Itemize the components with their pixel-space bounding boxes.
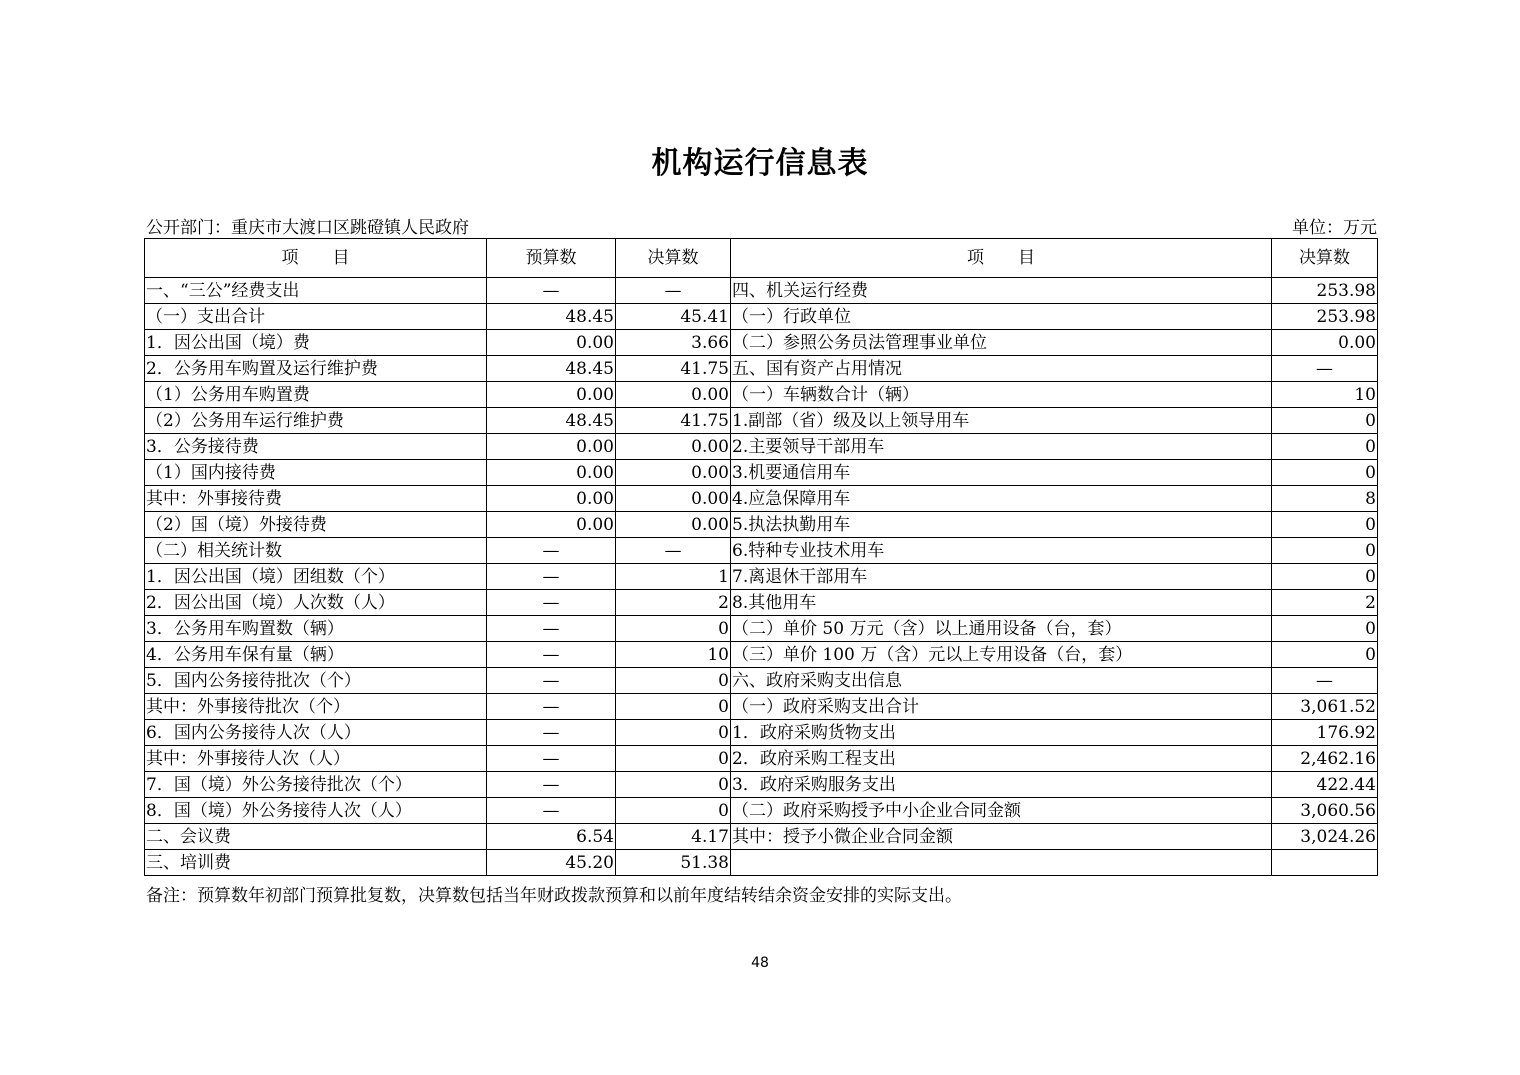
cell-final-left: — <box>616 538 731 564</box>
table-row <box>145 590 1378 616</box>
cell-final-right: 3,024.26 <box>1272 824 1378 850</box>
cell-item-right: （一）车辆数合计（辆） <box>731 382 1272 408</box>
table-row <box>145 642 1378 668</box>
cell-budget: — <box>487 590 616 616</box>
table-row <box>145 460 1378 486</box>
cell-final-right: 0 <box>1272 616 1378 642</box>
cell-final-right: 0 <box>1272 564 1378 590</box>
cell-item-right: 五、国有资产占用情况 <box>731 356 1272 382</box>
cell-item-right: （一）政府采购支出合计 <box>731 694 1272 720</box>
cell-final-left: 0.00 <box>616 434 731 460</box>
cell-final-right <box>1272 850 1378 876</box>
cell-item-right: 8.其他用车 <box>731 590 1272 616</box>
cell-final-left: 45.41 <box>616 304 731 330</box>
cell-final-right: 0 <box>1272 512 1378 538</box>
cell-final-right: 0 <box>1272 434 1378 460</box>
cell-item-right: 2.主要领导干部用车 <box>731 434 1272 460</box>
cell-item-left: 三、培训费 <box>145 850 487 876</box>
cell-final-left: — <box>616 278 731 304</box>
cell-item-left: 其中：外事接待费 <box>145 486 487 512</box>
footnote: 备注：预算数年初部门预算批复数，决算数包括当年财政拨款预算和以前年度结转结余资金安排的实际支出。 <box>146 886 962 906</box>
cell-budget: — <box>487 746 616 772</box>
cell-item-left: （2）国（境）外接待费 <box>145 512 487 538</box>
cell-item-left: 7．国（境）外公务接待批次（个） <box>145 772 487 798</box>
cell-item-left: 1．因公出国（境）费 <box>145 330 487 356</box>
cell-final-right: 8 <box>1272 486 1378 512</box>
table-row <box>145 538 1378 564</box>
cell-final-left: 2 <box>616 590 731 616</box>
cell-final-left: 4.17 <box>616 824 731 850</box>
cell-final-left: 0 <box>616 720 731 746</box>
cell-budget: — <box>487 538 616 564</box>
cell-item-right: （二）参照公务员法管理事业单位 <box>731 330 1272 356</box>
cell-budget: — <box>487 668 616 694</box>
cell-budget: — <box>487 798 616 824</box>
cell-item-right: （三）单价 100 万（含）元以上专用设备（台，套） <box>731 642 1272 668</box>
table-row <box>145 564 1378 590</box>
cell-item-left: 二、会议费 <box>145 824 487 850</box>
table-header-row <box>145 239 1378 278</box>
cell-item-left: （1）国内接待费 <box>145 460 487 486</box>
cell-final-right: — <box>1272 356 1378 382</box>
cell-item-left: 2．公务用车购置及运行维护费 <box>145 356 487 382</box>
cell-final-right: 176.92 <box>1272 720 1378 746</box>
cell-item-left: 8．国（境）外公务接待人次（人） <box>145 798 487 824</box>
cell-budget: 45.20 <box>487 850 616 876</box>
cell-item-right: （一）行政单位 <box>731 304 1272 330</box>
cell-budget: 0.00 <box>487 382 616 408</box>
cell-final-right: 2 <box>1272 590 1378 616</box>
cell-budget: — <box>487 616 616 642</box>
table-row <box>145 798 1378 824</box>
cell-item-right: （二）政府采购授予中小企业合同金额 <box>731 798 1272 824</box>
cell-budget: 0.00 <box>487 330 616 356</box>
header-budget: 预算数 <box>487 239 616 278</box>
header-final-left: 决算数 <box>616 239 731 278</box>
page-title: 机构运行信息表 <box>651 146 869 181</box>
table-row <box>145 408 1378 434</box>
cell-budget: 48.45 <box>487 304 616 330</box>
cell-item-right: 4.应急保障用车 <box>731 486 1272 512</box>
cell-item-left: 2．因公出国（境）人次数（人） <box>145 590 487 616</box>
cell-item-right: 四、机关运行经费 <box>731 278 1272 304</box>
cell-item-left: 其中：外事接待批次（个） <box>145 694 487 720</box>
header-final-right: 决算数 <box>1272 239 1378 278</box>
cell-final-right: 0 <box>1272 460 1378 486</box>
table-row <box>145 850 1378 876</box>
cell-item-right: （二）单价 50 万元（含）以上通用设备（台，套） <box>731 616 1272 642</box>
department-label: 公开部门：重庆市大渡口区跳磴镇人民政府 <box>146 218 469 238</box>
cell-item-right <box>731 850 1272 876</box>
cell-final-right: 0 <box>1272 642 1378 668</box>
cell-item-right: 3.机要通信用车 <box>731 460 1272 486</box>
cell-budget: 0.00 <box>487 486 616 512</box>
cell-final-left: 0 <box>616 668 731 694</box>
cell-budget: 6.54 <box>487 824 616 850</box>
cell-budget: — <box>487 642 616 668</box>
info-table <box>144 238 1378 876</box>
cell-item-left: 4．公务用车保有量（辆） <box>145 642 487 668</box>
cell-item-right: 2．政府采购工程支出 <box>731 746 1272 772</box>
table-row <box>145 434 1378 460</box>
cell-budget: — <box>487 278 616 304</box>
cell-budget: — <box>487 694 616 720</box>
header-item-left: 项 目 <box>145 239 487 278</box>
table-row <box>145 668 1378 694</box>
cell-final-right: 2,462.16 <box>1272 746 1378 772</box>
unit-label: 单位：万元 <box>1292 218 1377 238</box>
cell-budget: — <box>487 772 616 798</box>
cell-final-right: 422.44 <box>1272 772 1378 798</box>
table-row <box>145 278 1378 304</box>
cell-item-left: （1）公务用车购置费 <box>145 382 487 408</box>
cell-budget: 48.45 <box>487 356 616 382</box>
table-row <box>145 720 1378 746</box>
cell-budget: — <box>487 720 616 746</box>
cell-item-left: 5．国内公务接待批次（个） <box>145 668 487 694</box>
cell-final-right: 3,061.52 <box>1272 694 1378 720</box>
table-row <box>145 512 1378 538</box>
cell-item-right: 6.特种专业技术用车 <box>731 538 1272 564</box>
cell-item-right: 7.离退休干部用车 <box>731 564 1272 590</box>
cell-final-left: 0 <box>616 746 731 772</box>
cell-final-left: 0.00 <box>616 382 731 408</box>
cell-item-left: （一）支出合计 <box>145 304 487 330</box>
cell-final-left: 0 <box>616 694 731 720</box>
cell-final-left: 0 <box>616 616 731 642</box>
cell-item-right: 5.执法执勤用车 <box>731 512 1272 538</box>
page-number: 48 <box>751 955 769 971</box>
cell-final-right: 10 <box>1272 382 1378 408</box>
table-row <box>145 382 1378 408</box>
cell-budget: 0.00 <box>487 434 616 460</box>
cell-item-left: （二）相关统计数 <box>145 538 487 564</box>
cell-item-right: 六、政府采购支出信息 <box>731 668 1272 694</box>
header-item-right: 项 目 <box>731 239 1272 278</box>
cell-item-right: 3．政府采购服务支出 <box>731 772 1272 798</box>
table-row <box>145 824 1378 850</box>
table-body <box>145 239 1378 876</box>
cell-item-left: 6．国内公务接待人次（人） <box>145 720 487 746</box>
cell-budget: 0.00 <box>487 512 616 538</box>
cell-final-left: 41.75 <box>616 408 731 434</box>
table-row <box>145 746 1378 772</box>
cell-final-left: 10 <box>616 642 731 668</box>
cell-item-left: 3．公务用车购置数（辆） <box>145 616 487 642</box>
cell-final-left: 0.00 <box>616 486 731 512</box>
cell-final-left: 0.00 <box>616 512 731 538</box>
cell-item-left: （2）公务用车运行维护费 <box>145 408 487 434</box>
cell-final-right: 0 <box>1272 538 1378 564</box>
cell-budget: — <box>487 564 616 590</box>
cell-final-left: 0 <box>616 798 731 824</box>
cell-final-left: 41.75 <box>616 356 731 382</box>
table-row <box>145 772 1378 798</box>
cell-final-left: 0.00 <box>616 460 731 486</box>
cell-final-left: 1 <box>616 564 731 590</box>
cell-item-right: 1．政府采购货物支出 <box>731 720 1272 746</box>
cell-final-left: 3.66 <box>616 330 731 356</box>
table-row <box>145 304 1378 330</box>
cell-item-right: 其中：授予小微企业合同金额 <box>731 824 1272 850</box>
table-row <box>145 486 1378 512</box>
cell-final-right: 0 <box>1272 408 1378 434</box>
cell-item-left: 其中：外事接待人次（人） <box>145 746 487 772</box>
cell-final-right: 253.98 <box>1272 278 1378 304</box>
cell-item-right: 1.副部（省）级及以上领导用车 <box>731 408 1272 434</box>
cell-final-right: 253.98 <box>1272 304 1378 330</box>
cell-final-left: 0 <box>616 772 731 798</box>
cell-item-left: 3．公务接待费 <box>145 434 487 460</box>
cell-budget: 0.00 <box>487 460 616 486</box>
cell-budget: 48.45 <box>487 408 616 434</box>
table-row <box>145 330 1378 356</box>
table-row <box>145 694 1378 720</box>
table-row <box>145 356 1378 382</box>
cell-final-right: 0.00 <box>1272 330 1378 356</box>
cell-final-right: — <box>1272 668 1378 694</box>
cell-final-right: 3,060.56 <box>1272 798 1378 824</box>
cell-item-left: 1．因公出国（境）团组数（个） <box>145 564 487 590</box>
cell-final-left: 51.38 <box>616 850 731 876</box>
cell-item-left: 一、“三公”经费支出 <box>145 278 487 304</box>
table-row <box>145 616 1378 642</box>
